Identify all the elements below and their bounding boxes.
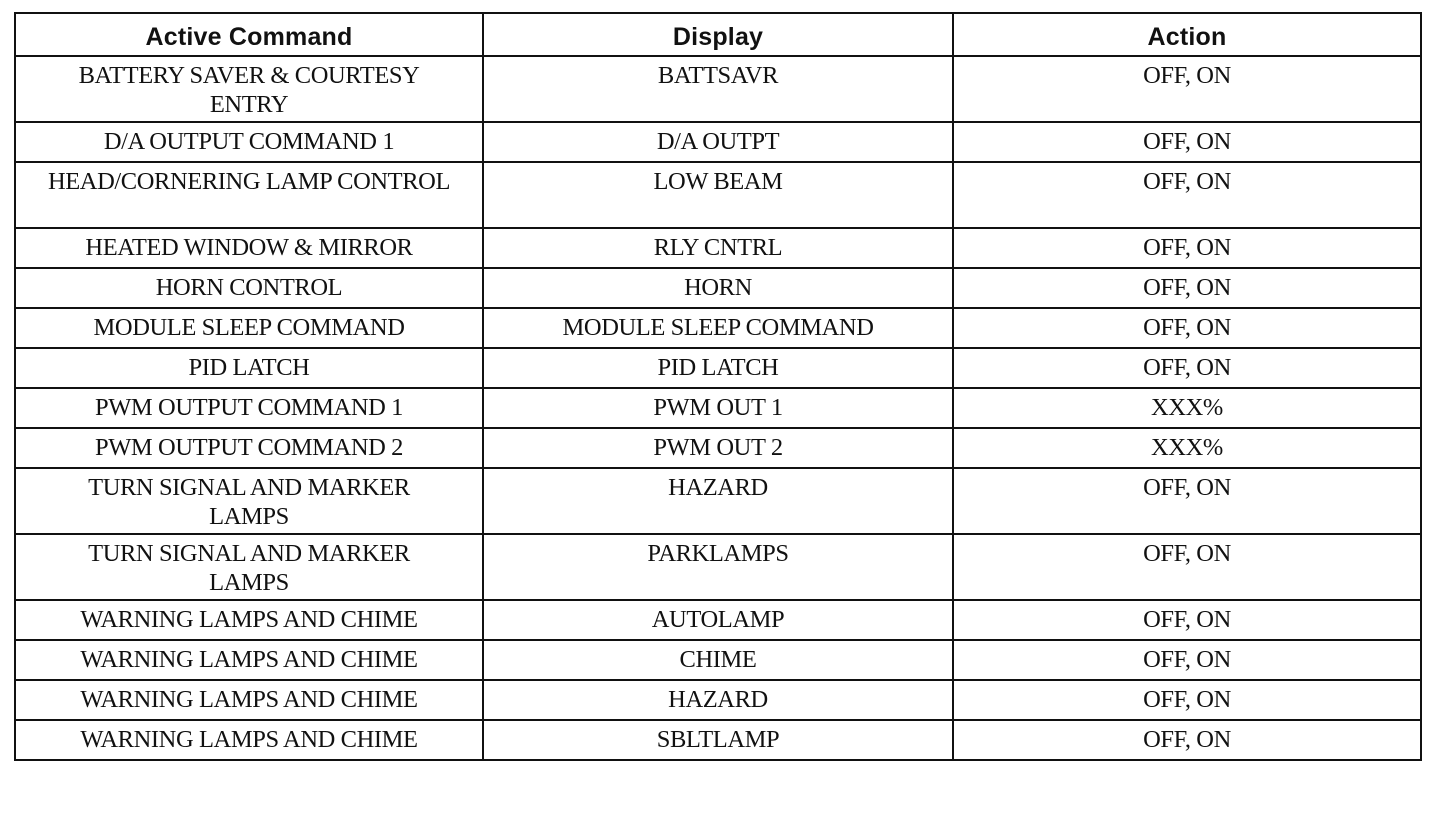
cell-action: OFF, ON: [953, 600, 1421, 640]
cell-display: PWM OUT 1: [483, 388, 953, 428]
table-row: [15, 308, 1421, 348]
cell-display: HORN: [483, 268, 953, 308]
table-row: [15, 428, 1421, 468]
cell-active-command: MODULE SLEEP COMMAND: [15, 308, 483, 348]
header-row: [15, 13, 1421, 56]
cell-action: OFF, ON: [953, 308, 1421, 348]
cell-active-command: WARNING LAMPS AND CHIME: [15, 600, 483, 640]
cell-display: BATTSAVR: [483, 56, 953, 122]
cell-display: HAZARD: [483, 680, 953, 720]
cell-action: OFF, ON: [953, 534, 1421, 600]
cell-active-command: HORN CONTROL: [15, 268, 483, 308]
table-row: [15, 268, 1421, 308]
cell-action: OFF, ON: [953, 680, 1421, 720]
cell-action: OFF, ON: [953, 720, 1421, 760]
cell-action: OFF, ON: [953, 228, 1421, 268]
cell-display: PWM OUT 2: [483, 428, 953, 468]
cell-action: OFF, ON: [953, 468, 1421, 534]
cell-display: SBLTLAMP: [483, 720, 953, 760]
table-row: [15, 720, 1421, 760]
table-row: [15, 162, 1421, 228]
table-header: [15, 13, 1421, 56]
header-action: Action: [953, 13, 1421, 56]
cell-action: OFF, ON: [953, 640, 1421, 680]
cell-active-command: PWM OUTPUT COMMAND 1: [15, 388, 483, 428]
cell-display: D/A OUTPT: [483, 122, 953, 162]
cell-action: OFF, ON: [953, 348, 1421, 388]
cell-active-command: TURN SIGNAL AND MARKER LAMPS: [15, 534, 483, 600]
active-command-table: [14, 12, 1422, 761]
cell-active-command: PWM OUTPUT COMMAND 2: [15, 428, 483, 468]
header-active-command: Active Command: [15, 13, 483, 56]
table-row: [15, 600, 1421, 640]
table-body: [15, 56, 1421, 760]
cell-active-command: BATTERY SAVER & COURTESY ENTRY: [15, 56, 483, 122]
cell-action: OFF, ON: [953, 162, 1421, 228]
cell-display: HAZARD: [483, 468, 953, 534]
cell-active-command: TURN SIGNAL AND MARKER LAMPS: [15, 468, 483, 534]
header-display: Display: [483, 13, 953, 56]
cell-action: OFF, ON: [953, 268, 1421, 308]
cell-active-command: WARNING LAMPS AND CHIME: [15, 640, 483, 680]
table-row: [15, 122, 1421, 162]
cell-active-command: HEAD/CORNERING LAMP CONTROL: [15, 162, 483, 228]
table-row: [15, 468, 1421, 534]
table-row: [15, 348, 1421, 388]
cell-active-command: WARNING LAMPS AND CHIME: [15, 720, 483, 760]
table-row: [15, 228, 1421, 268]
cell-action: XXX%: [953, 388, 1421, 428]
cell-display: MODULE SLEEP COMMAND: [483, 308, 953, 348]
cell-display: AUTOLAMP: [483, 600, 953, 640]
cell-active-command: WARNING LAMPS AND CHIME: [15, 680, 483, 720]
cell-display: PID LATCH: [483, 348, 953, 388]
cell-display: LOW BEAM: [483, 162, 953, 228]
table-row: [15, 388, 1421, 428]
cell-display: PARKLAMPS: [483, 534, 953, 600]
cell-display: CHIME: [483, 640, 953, 680]
table-row: [15, 680, 1421, 720]
cell-active-command: PID LATCH: [15, 348, 483, 388]
cell-action: OFF, ON: [953, 56, 1421, 122]
cell-action: OFF, ON: [953, 122, 1421, 162]
cell-action: XXX%: [953, 428, 1421, 468]
table-row: [15, 56, 1421, 122]
table-row: [15, 640, 1421, 680]
cell-active-command: HEATED WINDOW & MIRROR: [15, 228, 483, 268]
table-row: [15, 534, 1421, 600]
cell-active-command: D/A OUTPUT COMMAND 1: [15, 122, 483, 162]
cell-display: RLY CNTRL: [483, 228, 953, 268]
